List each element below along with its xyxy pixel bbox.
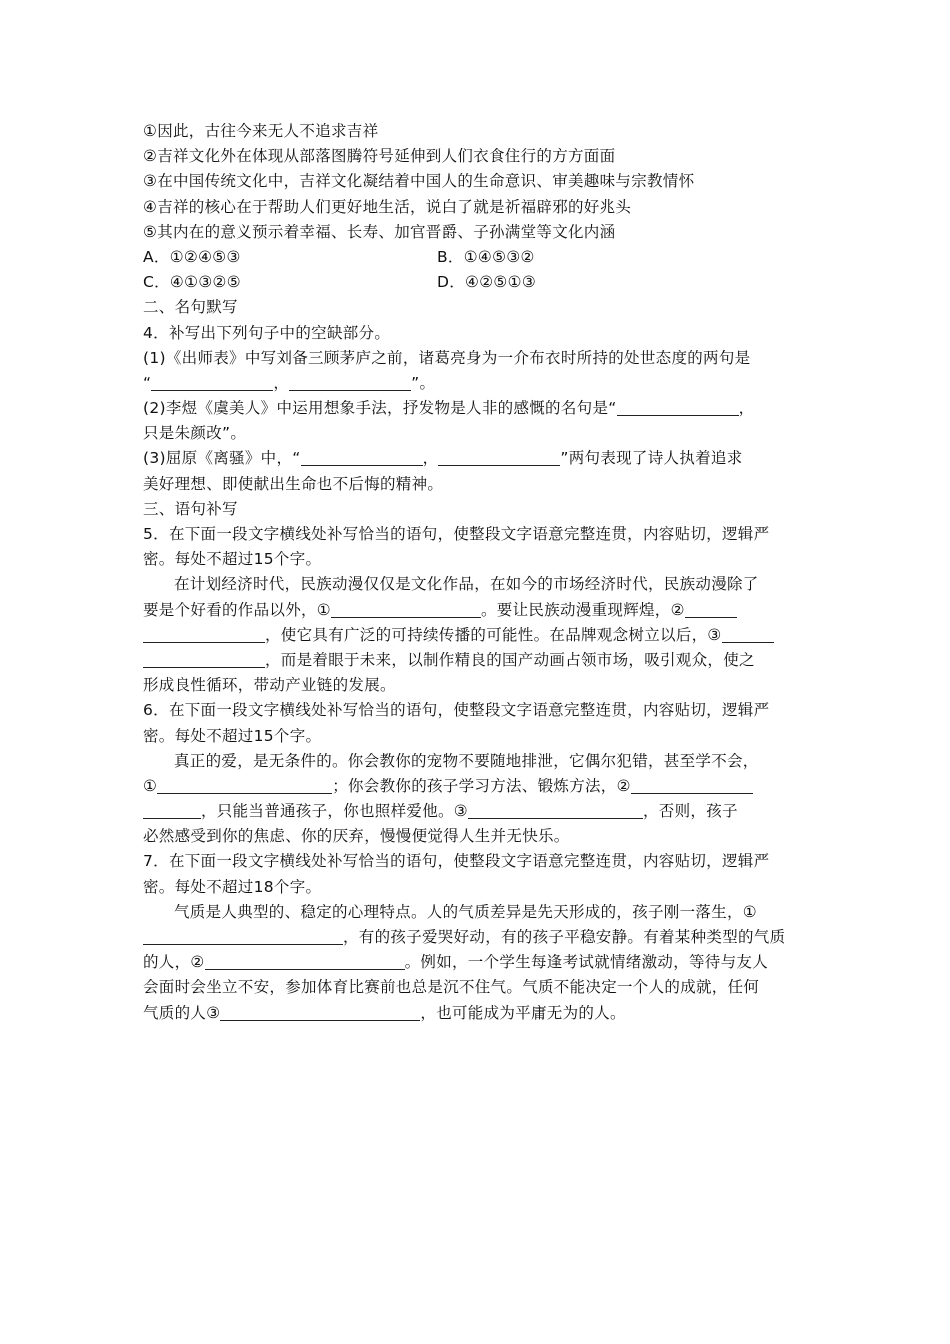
q4-2-line-2: 只是朱颜改”。 <box>143 424 247 443</box>
answer-blank[interactable] <box>685 601 737 618</box>
q3-item-2: ②吉祥文化外在体现从部落图腾符号延伸到人们衣食住行的方方面面 <box>143 147 616 166</box>
q4-stem: 4．补写出下列句子中的空缺部分。 <box>143 323 391 342</box>
q3-option-b: B．①④⑤③② <box>437 247 535 266</box>
q7-stem-line-2: 密。每处不超过18个字。 <box>143 877 322 896</box>
answer-blank[interactable] <box>157 777 332 794</box>
section-2-title: 二、名句默写 <box>143 298 238 317</box>
q4-3-line-2: 美好理想、即使献出生命也不后悔的精神。 <box>143 474 444 493</box>
q6-stem-line-2: 密。每处不超过15个字。 <box>143 726 322 745</box>
q5-passage-line-4: ，而是着眼于未来，以制作精良的国产动画占领市场，吸引观众，使之 <box>143 648 810 673</box>
q7-passage-line-5: 气质的人③ ，也可能成为平庸无为的人。 <box>143 1003 626 1022</box>
q6-passage-line-2: ① ；你会教你的孩子学习方法、锻炼方法，② <box>143 774 810 799</box>
q5-stem-line-2: 密。每处不超过15个字。 <box>143 550 322 569</box>
q4-1-line-2: “ ， ”。 <box>143 373 436 392</box>
answer-blank[interactable] <box>143 928 343 945</box>
q3-option-a: A．①②④⑤③ <box>143 247 241 266</box>
q4-2-line-1: (2)李煜《虞美人》中运用想象手法，抒发物是人非的感慨的名句是“ ， <box>143 399 755 418</box>
answer-blank[interactable] <box>331 601 481 618</box>
answer-blank[interactable] <box>468 802 643 819</box>
q5-passage-line-5: 形成良性循环，带动产业链的发展。 <box>143 676 396 695</box>
q3-options-row-1 <box>143 245 810 270</box>
q3-options-row-2 <box>143 270 810 295</box>
q3-item-1: ①因此，古往今来无人不追求吉祥 <box>143 122 379 140</box>
answer-blank[interactable] <box>143 651 265 668</box>
q6-passage-line-1: 真正的爱，是无条件的。你会教你的宠物不要随地排泄，它偶尔犯错，甚至学不会， <box>174 751 759 770</box>
q5-passage-line-3: ，使它具有广泛的可持续传播的可能性。在品牌观念树立以后，③ <box>143 623 810 648</box>
section-3-title: 三、语句补写 <box>143 499 238 518</box>
answer-blank[interactable] <box>301 449 423 466</box>
answer-blank[interactable] <box>143 626 265 643</box>
q7-passage-line-1: 气质是人典型的、稳定的心理特点。人的气质差异是先天形成的，孩子刚一落生，① <box>174 902 757 921</box>
q6-passage-line-3: ，只能当普通孩子，你也照样爱他。③ ，否则，孩子 <box>143 799 810 824</box>
q4-1-line-1: (1)《出师表》中写刘备三顾茅庐之前，诸葛亮身为一介布衣时所持的处世态度的两句是 <box>143 348 751 367</box>
answer-blank[interactable] <box>722 626 774 643</box>
answer-blank[interactable] <box>617 399 739 416</box>
answer-blank[interactable] <box>438 449 560 466</box>
answer-blank[interactable] <box>151 374 273 391</box>
q5-passage-line-2: 要是个好看的作品以外，① 。要让民族动漫重现辉煌，② <box>143 598 810 623</box>
q5-stem-line-1: 5．在下面一段文字横线处补写恰当的语句，使整段文字语意完整连贯，内容贴切，逻辑严 <box>143 525 770 543</box>
q7-passage-line-2: ，有的孩子爱哭好动，有的孩子平稳安静。有着某种类型的气质 <box>143 925 810 950</box>
q3-item-4: ④吉祥的核心在于帮助人们更好地生活，说白了就是祈福辟邪的好兆头 <box>143 197 632 216</box>
q6-stem-line-1: 6．在下面一段文字横线处补写恰当的语句，使整段文字语意完整连贯，内容贴切，逻辑严 <box>143 701 770 720</box>
q7-passage-line-4: 会面时会坐立不安，参加体育比赛前也总是沉不住气。气质不能决定一个人的成就，任何 <box>143 978 760 997</box>
q6-passage-line-4: 必然感受到你的焦虑、你的厌弃，慢慢便觉得人生并无快乐。 <box>143 827 570 846</box>
q7-passage-line-3: 的人，② 。例如，一个学生每逢考试就情绪激动，等待与友人 <box>143 953 769 972</box>
answer-blank[interactable] <box>220 1004 420 1021</box>
q3-item-3: ③在中国传统文化中，吉祥文化凝结着中国人的生命意识、审美趣味与宗教情怀 <box>143 172 695 191</box>
q3-item-5: ⑤其内在的意义预示着幸福、长寿、加官晋爵、子孙满堂等文化内涵 <box>143 222 616 241</box>
q3-option-d: D．④②⑤①③ <box>437 273 537 292</box>
q7-stem-line-1: 7．在下面一段文字横线处补写恰当的语句，使整段文字语意完整连贯，内容贴切，逻辑严 <box>143 852 770 871</box>
answer-blank[interactable] <box>631 777 753 794</box>
q3-option-c: C．④①③②⑤ <box>143 273 241 292</box>
answer-blank[interactable] <box>143 802 201 819</box>
answer-blank[interactable] <box>205 953 405 970</box>
q4-3-line-1: (3)屈原《离骚》中，“ ， ”两句表现了诗人执着追求 <box>143 449 743 468</box>
answer-blank[interactable] <box>289 374 411 391</box>
q5-passage-line-1: 在计划经济时代，民族动漫仅仅是文化作品，在如今的市场经济时代，民族动漫除了 <box>174 575 759 594</box>
